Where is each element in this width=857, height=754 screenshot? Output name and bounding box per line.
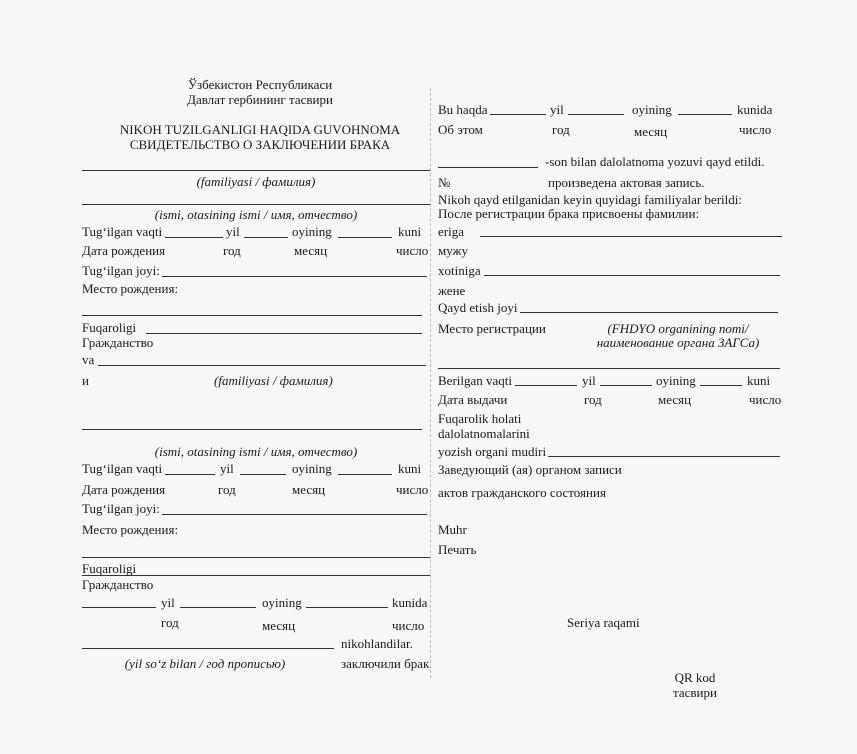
person2-citizen-label-ru: Гражданство (82, 577, 154, 592)
marriage-year-line[interactable] (82, 607, 156, 608)
person1-place-line-2[interactable] (82, 315, 422, 316)
record-text-ru: произведена актовая запись. (548, 175, 705, 190)
husband-label-uz: eriga (438, 224, 464, 239)
issued-label-ru: Дата выдачи (438, 392, 508, 407)
person2-birth-label-uz: Tug‘ilgan vaqti (82, 461, 163, 476)
person2-name-line[interactable] (82, 429, 422, 430)
conjunction-ru: и (82, 373, 89, 388)
marriage-words-line[interactable] (82, 648, 334, 649)
person1-place-label-uz: Tug‘ilgan joyi: (82, 263, 160, 278)
husband-surname-line[interactable] (480, 236, 782, 237)
issued-month-line[interactable] (600, 385, 652, 386)
title-uz: NIKOH TUZILGANLIGI HAQIDA GUVOHNOMA (119, 122, 401, 137)
person2-place-line-2[interactable] (82, 557, 430, 558)
marriage-day-label: kunida (392, 595, 428, 610)
person2-place-line[interactable] (162, 514, 427, 515)
record-year-line[interactable] (490, 114, 546, 115)
person1-place-line[interactable] (162, 276, 427, 277)
head-signature-line[interactable] (548, 456, 780, 457)
marriage-day-ru: число (392, 618, 425, 633)
conjunction-uz: va (82, 352, 95, 367)
surnames-heading-uz: Nikoh qayd etilganidan keyin quyidagi familiyalar berildi: (438, 192, 742, 207)
issued-month-label: oyining (656, 373, 696, 388)
seal-label-uz: Muhr (438, 522, 467, 537)
seal-label-ru: Печать (438, 542, 477, 557)
record-month-line[interactable] (568, 114, 624, 115)
person2-birth-month-ru: месяц (292, 482, 326, 497)
issued-day-line[interactable] (700, 385, 742, 386)
reg-organ-line[interactable] (438, 368, 780, 369)
issued-day-label: kuni (747, 373, 771, 388)
record-number-sign: № (438, 175, 451, 190)
person2-birth-day-ru: число (396, 482, 429, 497)
issued-year-ru: год (584, 392, 602, 407)
wife-label-uz: xotiniga (438, 263, 481, 278)
record-year-ru: год (552, 122, 570, 137)
emblem-placeholder: Давлат гербининг тасвири (187, 92, 333, 107)
fold-divider (430, 88, 431, 678)
head-title-ru-1: Заведующий (ая) органом записи (438, 462, 622, 477)
words-hint: (yil so‘z bilan / год прописью) (124, 656, 286, 671)
record-number-line[interactable] (438, 167, 538, 168)
head-title-uz-3: yozish organi mudiri (438, 444, 547, 459)
person1-birth-year-label: yil (226, 224, 240, 239)
person1-birth-day-label: kuni (398, 224, 422, 239)
person2-surname-hint: (familiyasi / фамилия) (214, 373, 333, 388)
person1-citizen-label-ru: Гражданство (82, 335, 154, 350)
person2-name-hint: (ismi, otasining ismi / имя, отчество) (154, 444, 358, 459)
head-title-uz-1: Fuqarolik holati (438, 411, 522, 426)
person1-birth-label-uz: Tug‘ilgan vaqti (82, 224, 163, 239)
record-day-ru: число (739, 122, 772, 137)
married-ru: заключили брак (341, 656, 430, 671)
person1-birth-label-ru: Дата рождения (82, 243, 166, 258)
person1-name-line[interactable] (82, 204, 430, 205)
record-day-label: kunida (737, 102, 773, 117)
issued-month-ru: месяц (658, 392, 692, 407)
republic-name: Ўзбекистон Республикаси (187, 77, 333, 92)
person2-birth-month-label: oyining (292, 461, 332, 476)
marriage-year-ru: год (161, 615, 179, 630)
person2-place-label-uz: Tug‘ilgan joyi: (82, 501, 160, 516)
marriage-month-line[interactable] (180, 607, 256, 608)
issued-year-label: yil (582, 373, 596, 388)
person1-birth-day-line[interactable] (338, 237, 392, 238)
person2-birth-day-line[interactable] (338, 474, 392, 475)
marriage-month-label: oyining (262, 595, 302, 610)
person2-place-label-ru: Место рождения: (82, 522, 179, 537)
person1-birth-day-ru: число (396, 243, 429, 258)
record-month-ru: месяц (634, 124, 668, 139)
qr-code-label-1: QR kod (674, 670, 716, 685)
person1-surname-line[interactable] (82, 170, 430, 171)
surnames-heading-ru: После регистрации брака присвоены фамилии: (438, 206, 700, 221)
person1-birth-year-ru: год (223, 243, 241, 258)
record-year-label: yil (550, 102, 564, 117)
about-label-uz: Bu haqda (438, 102, 488, 117)
conjunction-line[interactable] (98, 365, 426, 366)
marriage-year-label: yil (161, 595, 175, 610)
record-text-uz: -son bilan dalolatnoma yozuvi qayd etildi. (545, 154, 765, 169)
qr-code-label-2: тасвири (673, 685, 717, 700)
marriage-month-ru: месяц (262, 618, 296, 633)
issued-day-ru: число (749, 392, 782, 407)
person2-citizen-label-uz: Fuqaroligi (82, 561, 137, 576)
person2-birth-year-label: yil (220, 461, 234, 476)
person2-birth-year-ru: год (218, 482, 236, 497)
issued-label-uz: Berilgan vaqti (438, 373, 513, 388)
head-title-uz-2: dalolatnomalarini (438, 426, 530, 441)
person2-birth-day-label: kuni (398, 461, 422, 476)
about-label-ru: Об этом (438, 122, 483, 137)
marriage-day-line[interactable] (306, 607, 388, 608)
reg-place-label-ru: Место регистрации (438, 321, 546, 336)
person1-citizen-label-uz: Fuqaroligi (82, 320, 137, 335)
person1-surname-hint: (familiyasi / фамилия) (196, 174, 316, 189)
title-ru: СВИДЕТЕЛЬСТВО О ЗАКЛЮЧЕНИИ БРАКА (129, 137, 391, 152)
person2-birth-label-ru: Дата рождения (82, 482, 166, 497)
issued-year-line[interactable] (515, 385, 577, 386)
head-title-ru-2: актов гражданского состояния (438, 485, 606, 500)
person1-name-hint: (ismi, otasining ismi / имя, отчество) (154, 207, 358, 222)
person1-citizen-line[interactable] (146, 333, 422, 334)
series-number: Seriya raqami (567, 615, 640, 630)
person2-birth-month-line[interactable] (240, 474, 286, 475)
person2-birth-year-line[interactable] (165, 474, 215, 475)
record-day-line[interactable] (678, 114, 732, 115)
reg-place-line[interactable] (520, 312, 778, 313)
wife-label-ru: жене (438, 283, 466, 298)
person1-place-label-ru: Место рождения: (82, 281, 179, 296)
person1-birth-month-label: oyining (292, 224, 332, 239)
person1-birth-month-ru: месяц (294, 243, 328, 258)
person1-birth-year-line[interactable] (165, 237, 223, 238)
reg-hint-2: наименование органа ЗАГСа) (596, 335, 760, 350)
reg-place-label-uz: Qayd etish joyi (438, 300, 518, 315)
record-month-label: oyining (632, 102, 672, 117)
wife-surname-line[interactable] (484, 275, 780, 276)
married-uz: nikohlandilar. (341, 636, 413, 651)
husband-label-ru: мужу (438, 243, 469, 258)
reg-hint-1: (FHDYO organining nomi/ (607, 321, 749, 336)
person2-citizen-line[interactable] (82, 575, 430, 576)
person1-birth-month-line[interactable] (244, 237, 288, 238)
